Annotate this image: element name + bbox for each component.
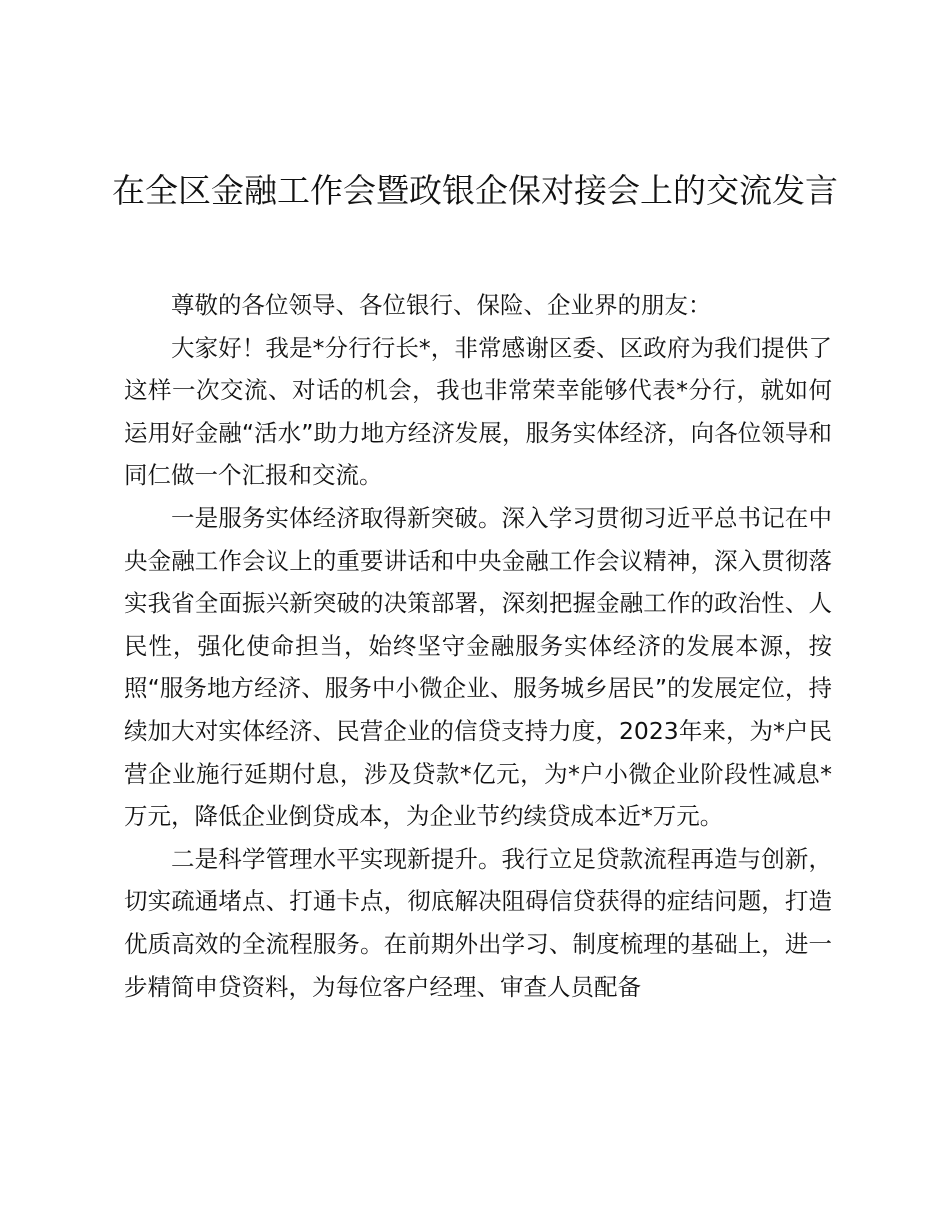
paragraph-point-two: 二是科学管理水平实现新提升。我行立足贷款流程再造与创新，切实疏通堵点、打通卡点，彻底解决阻碍信贷获得的症结问题，打造优质高效的全流程服务。在前期外出学习、制度梳理的基础上，进一步精简申贷资料，为每位客户经理、审查人员配备 (124, 844, 832, 1001)
document-body (124, 284, 832, 1008)
document-title: 在全区金融工作会暨政银企保对接会上的交流发言 (112, 171, 838, 210)
paragraph-point-one: 一是服务实体经济取得新突破。深入学习贯彻习近平总书记在中央金融工作会议上的重要讲话和中央金融工作会议精神，深入贯彻落实我省全面振兴新突破的决策部署，深刻把握金融工作的政治性、人民性，强化使命担当，始终坚守金融服务实体经济的发展本源，按照“服务地方经济、服务中小微企业、服务城乡居民”的发展定位，持续加大对实体经济、民营企业的信贷支持力度，2023年来，为*户民营企业施行延期付息，涉及贷款*亿元，为*户小微企业阶段性减息*万元，降低企业倒贷成本，为企业节约续贷成本近*万元。 (124, 503, 832, 831)
paragraph-greeting: 大家好！我是*分行行长*，非常感谢区委、区政府为我们提供了这样一次交流、对话的机会，我也非常荣幸能够代表*分行，就如何运用好金融“活水”助力地方经济发展，服务实体经济，向各位领导和同仁做一个汇报和交流。 (124, 333, 832, 490)
paragraph-salutation: 尊敬的各位领导、各位银行、保险、企业界的朋友： (171, 291, 712, 319)
